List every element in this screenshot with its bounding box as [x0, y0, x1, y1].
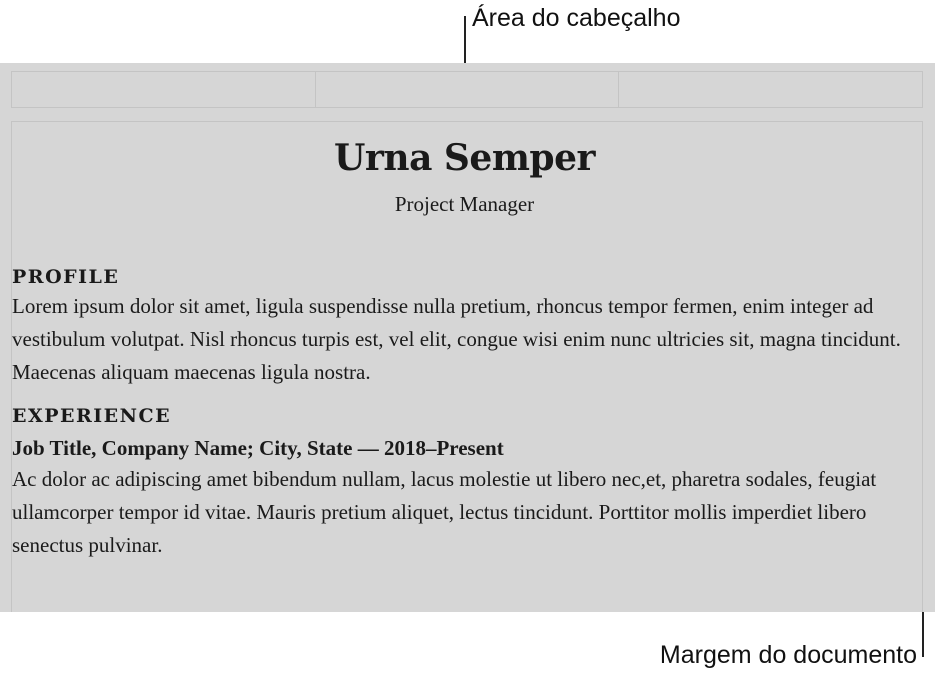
experience-text: Ac dolor ac adipiscing amet bibendum nullam, lacus molestie ut libero nec,et, pharetra sodales, feugiat ullamcorper tempor id vitae. Mauris pretium aliquet, lectus tincidunt. Porttitor mollis imperdiet libero senectus pulvinar.	[12, 467, 877, 557]
header-area-callout-label: Área do cabeçalho	[472, 4, 681, 32]
resume-role: Project Manager	[394, 192, 535, 216]
resume-name: Urna Semper	[334, 137, 595, 179]
header-cell-center[interactable]	[316, 72, 620, 107]
profile-heading: PROFILE	[12, 266, 120, 288]
header-cell-right[interactable]	[619, 72, 922, 107]
experience-job-line: Job Title, Company Name; City, State — 2018–Present	[12, 436, 504, 460]
header-cell-left[interactable]	[12, 72, 316, 107]
header-area[interactable]	[11, 71, 923, 108]
document-margin-callout-line	[922, 612, 924, 657]
experience-heading: EXPERIENCE	[12, 405, 172, 427]
document-margin-callout-label: Margem do documento	[659, 641, 917, 669]
document-body[interactable]	[12, 126, 917, 562]
profile-text: Lorem ipsum dolor sit amet, ligula suspendisse nulla pretium, rhoncus tempor fermen, enim integer ad vestibulum volutpat. Nisl rhoncus turpis est, vel elit, congue wisi enim nunc ultricies sit, magna tincidunt. Maecenas aliquam maecenas ligula nostra.	[12, 294, 901, 384]
